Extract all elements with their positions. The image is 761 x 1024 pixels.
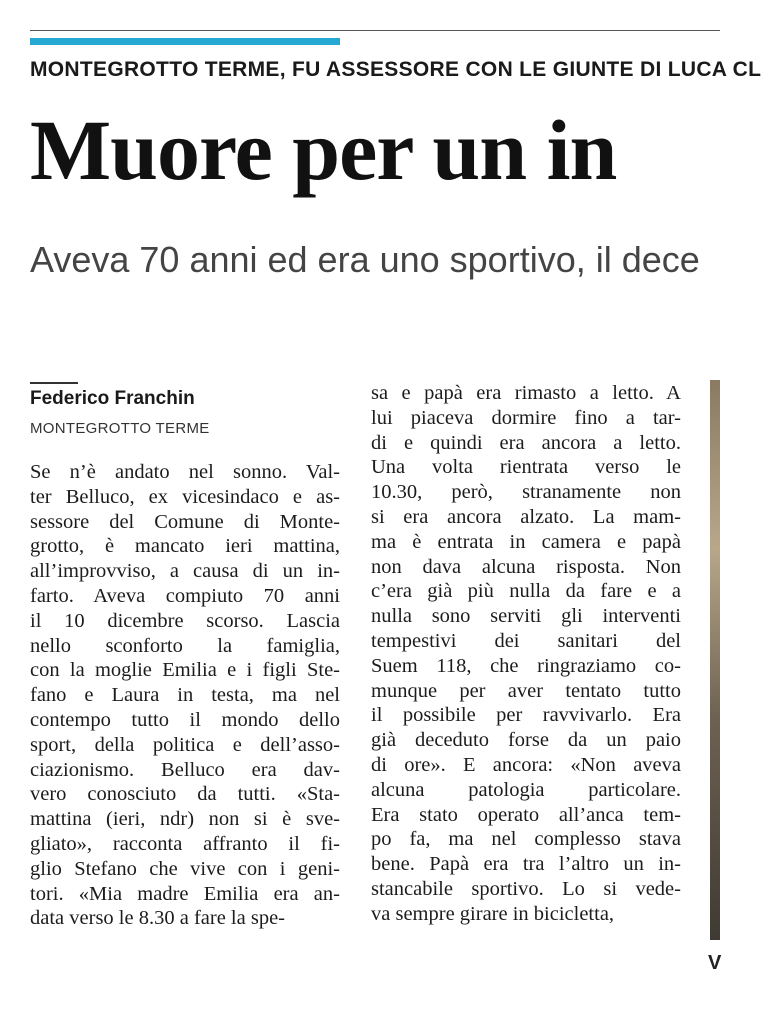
article-line: ciazionismo. Belluco era dav- — [30, 758, 340, 781]
article-column-2 — [371, 381, 681, 927]
byline-author: Federico Franchin — [30, 388, 195, 409]
article-line: va sempre girare in bicicletta, — [371, 902, 615, 925]
article-line: il possibile per ravvivarlo. Era — [371, 704, 681, 727]
byline-dateline: MONTEGROTTO TERME — [30, 420, 210, 437]
photo-caption: V — [708, 952, 722, 974]
article-line: si era ancora alzato. La mam- — [371, 505, 681, 528]
section-accent-bar — [30, 38, 340, 45]
kicker: MONTEGROTTO TERME, FU ASSESSORE CON LE GIUNTE DI LUCA CL — [30, 58, 761, 81]
headline: Muore per un in — [30, 102, 617, 198]
article-line: Era stato operato all’anca tem- — [371, 803, 681, 826]
byline-rule — [30, 382, 78, 384]
article-line: Se n’è andato nel sonno. Val- — [30, 461, 340, 483]
article-column-1 — [30, 460, 340, 931]
article-line: grotto, è mancato ieri mattina, — [30, 535, 340, 558]
article-line: tempestivi dei sanitari del — [371, 629, 681, 652]
article-line: data verso le 8.30 a fare la spe- — [30, 907, 285, 930]
article-line: c’era già più nulla da fare e a — [371, 580, 681, 603]
article-line: Suem 118, che ringraziamo co- — [371, 654, 681, 677]
article-line: glio Stefano che vive con i geni- — [30, 857, 340, 880]
subheadline: Aveva 70 anni ed era uno sportivo, il dece — [30, 239, 700, 280]
article-line: con la moglie Emilia e i figli Ste- — [30, 659, 340, 682]
article-line: vero conosciuto da tutti. «Sta- — [30, 783, 340, 806]
top-rule — [30, 30, 720, 31]
article-line: non dava alcuna risposta. Non — [371, 555, 681, 578]
article-line: sessore del Comune di Monte- — [30, 510, 340, 533]
article-line: di e quindi era ancora a letto. — [371, 431, 681, 454]
article-line: sa e papà era rimasto a letto. A — [371, 382, 681, 404]
article-line: 10.30, però, stranamente non — [371, 481, 681, 504]
article-line: ma è entrata in camera e papà — [371, 530, 681, 553]
article-line: nello sconforto la famiglia, — [30, 634, 340, 657]
article-line: munque per aver tentato tutto — [371, 679, 681, 702]
article-line: lui piaceva dormire fino a tar- — [371, 406, 681, 429]
article-line: ter Belluco, ex vicesindaco e as- — [30, 485, 340, 508]
article-line: nulla sono serviti gli interventi — [371, 605, 681, 628]
article-line: tori. «Mia madre Emilia era an- — [30, 882, 340, 905]
article-line: mattina (ieri, ndr) non si è sve- — [30, 808, 340, 831]
article-line: gliato», racconta affranto il fi- — [30, 832, 340, 855]
article-line: sport, della politica e dell’asso- — [30, 733, 340, 756]
article-line: il 10 dicembre scorso. Lascia — [30, 609, 340, 632]
article-photo — [710, 380, 720, 940]
article-line: bene. Papà era tra l’altro un in- — [371, 853, 681, 876]
article-line: farto. Aveva compiuto 70 anni — [30, 584, 340, 607]
article-line: contempo tutto il mondo dello — [30, 708, 340, 731]
article-line: Una volta rientrata verso le — [371, 456, 681, 479]
article-line: già deceduto forse da un paio — [371, 729, 681, 752]
article-line: fano e Laura in testa, ma nel — [30, 684, 340, 707]
article-line: di ore». E ancora: «Non aveva — [371, 753, 681, 776]
article-line: all’improvviso, a causa di un in- — [30, 560, 340, 583]
article-line: po fa, ma nel complesso stava — [371, 828, 681, 851]
article-line: alcuna patologia particolare. — [371, 778, 681, 801]
article-line: stancabile sportivo. Lo si vede- — [371, 877, 681, 900]
